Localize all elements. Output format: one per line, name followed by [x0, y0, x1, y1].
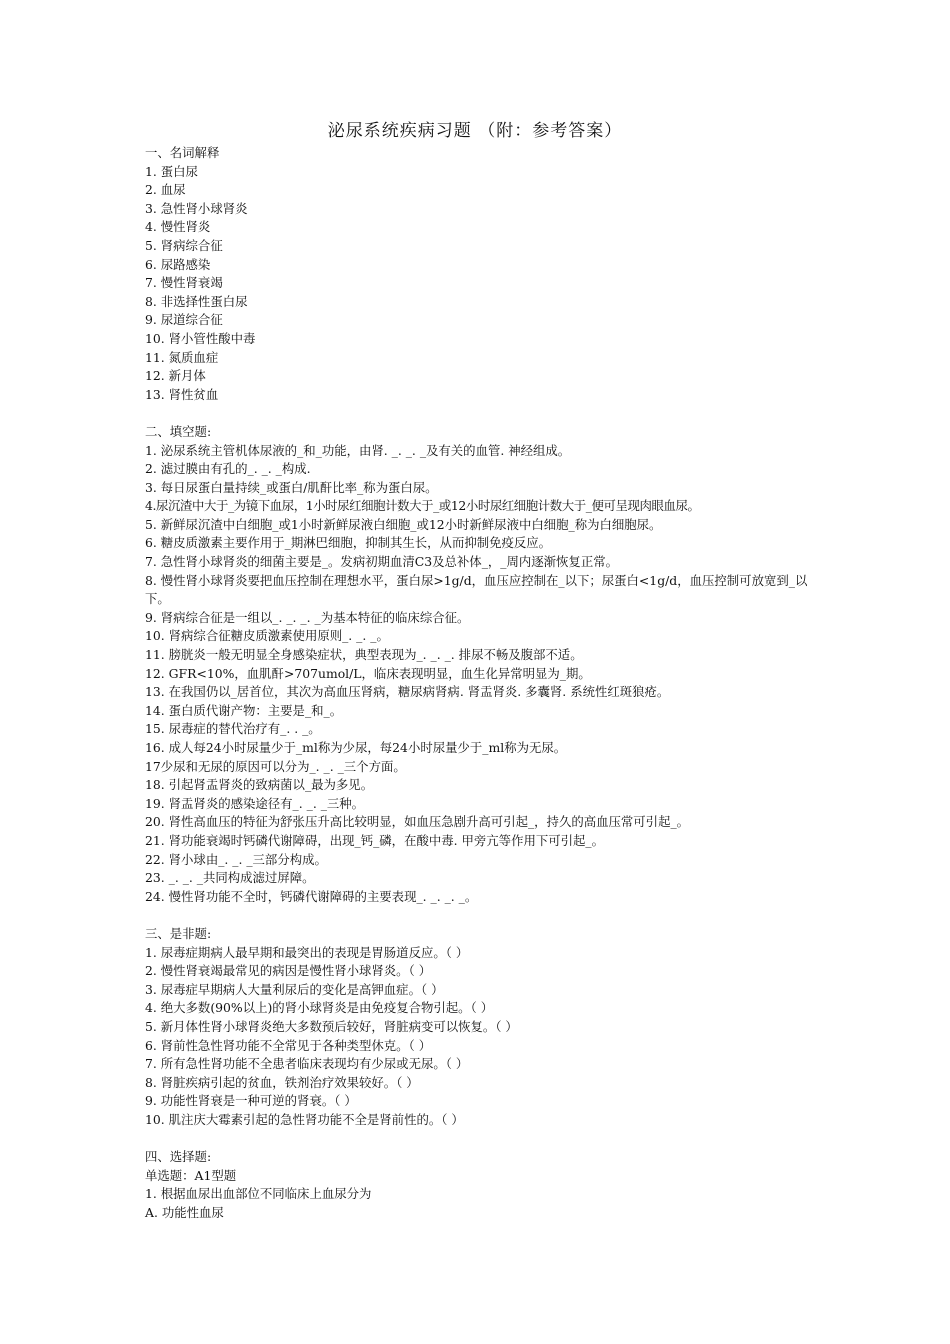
- spacer: [145, 906, 815, 925]
- list-item: 4. 慢性肾炎: [145, 219, 211, 235]
- list-item: 9. 肾病综合征是一组以_. _. _. _为基本特征的临床综合征。: [145, 609, 470, 625]
- section-true-false: [145, 925, 815, 1130]
- list-item: 4.尿沉渣中大于_为镜下血尿，1小时尿红细胞计数大于_或12小时尿红细胞计数大于_便可呈现肉眼血尿。: [145, 498, 700, 514]
- list-item: 10. 肌注庆大霉素引起的急性肾功能不全是肾前性的。（ ）: [145, 1111, 464, 1127]
- list-item: 1. 尿毒症期病人最早期和最突出的表现是胃肠道反应。（ ）: [145, 944, 469, 960]
- list-item: 13. 在我国仍以_居首位，其次为高血压肾病，糖尿病肾病. 肾盂肾炎. 多囊肾. 系统性红斑狼疮。: [145, 684, 670, 700]
- list-item: 13. 肾性贫血: [145, 386, 219, 402]
- section-definitions: [145, 144, 815, 404]
- section-fill-in: [145, 423, 815, 906]
- list-item: 6. 肾前性急性肾功能不全常见于各种类型休克。（ ）: [145, 1037, 432, 1053]
- list-item: 14. 蛋白质代谢产物：主要是_和_。: [145, 702, 343, 718]
- list-item: 11. 氮质血症: [145, 349, 219, 365]
- list-item: 8. 非选择性蛋白尿: [145, 293, 248, 309]
- section-heading: 二、填空题:: [145, 423, 212, 439]
- list-item: 3. 每日尿蛋白量持续_或蛋白/肌酐比率_称为蛋白尿。: [145, 479, 438, 495]
- spacer: [145, 1129, 815, 1148]
- list-item: 1. 泌尿系统主管机体尿液的_和_功能，由肾. _. _. _及有关的血管. 神经组成。: [145, 442, 571, 458]
- list-item: 15. 尿毒症的替代治疗有_. . _。: [145, 721, 321, 737]
- list-item: 2. 滤过膜由有孔的_. _. _构成.: [145, 461, 311, 477]
- list-item: 2. 慢性肾衰竭最常见的病因是慢性肾小球肾炎。（ ）: [145, 963, 432, 979]
- list-item: 8. 慢性肾小球肾炎要把血压控制在理想水平，蛋白尿>1g/d，血压应控制在_以下；尿蛋白<1g/d，血压控制可放宽到_以下。: [145, 572, 808, 607]
- list-item: 7. 急性肾小球肾炎的细菌主要是_。发病初期血清C3及总补体_，_周内逐渐恢复正常。: [145, 554, 618, 570]
- list-item: 8. 肾脏疾病引起的贫血，铁剂治疗效果较好。（ ）: [145, 1074, 419, 1090]
- list-item: 2. 血尿: [145, 182, 186, 198]
- list-item: 12. 新月体: [145, 368, 206, 384]
- list-item: 23. _. _. _共同构成滤过屏障。: [145, 870, 315, 886]
- question: 1. 根据血尿出血部位不同临床上血尿分为: [145, 1186, 372, 1202]
- list-item: 19. 肾盂肾炎的感染途径有_. _. _三种。: [145, 795, 365, 811]
- subheading: 单选题：A1型题: [145, 1167, 237, 1183]
- list-item: 3. 急性肾小球肾炎: [145, 200, 248, 216]
- list-item: 22. 肾小球由_. _. _三部分构成。: [145, 851, 327, 867]
- list-item: 1. 蛋白尿: [145, 163, 198, 179]
- section-multiple-choice: [145, 1148, 815, 1222]
- list-item: 24. 慢性肾功能不全时，钙磷代谢障碍的主要表现_. _. _. _。: [145, 888, 478, 904]
- list-item: 17少尿和无尿的原因可以分为_. _. _三个方面。: [145, 758, 406, 774]
- list-item: 21. 肾功能衰竭时钙磷代谢障碍，出现_钙_磷，在酸中毒. 甲旁亢等作用下可引起_。: [145, 832, 604, 848]
- list-item: 4. 绝大多数(90%以上)的肾小球肾炎是由免疫复合物引起。（ ）: [145, 1000, 494, 1016]
- page-title: 泌尿系统疾病习题 （附：参考答案）: [327, 121, 623, 141]
- list-item: 9. 尿道综合征: [145, 312, 223, 328]
- list-item: 12. GFR<10%，血肌酐>707umol/L，临床表现明显，血生化异常明显为_期。: [145, 665, 591, 681]
- list-item: 20. 肾性高血压的特征为舒张压升高比较明显，如血压急剧升高可引起_，持久的高血压常可引起_。: [145, 814, 690, 830]
- list-item: 6. 尿路感染: [145, 256, 211, 272]
- section-heading: 四、选择题:: [145, 1149, 212, 1165]
- document-body: [145, 144, 815, 1222]
- list-item: 9. 功能性肾衰是一种可逆的肾衰。（ ）: [145, 1093, 357, 1109]
- list-item: 10. 肾病综合征糖皮质激素使用原则_. _. _。: [145, 628, 389, 644]
- list-item: 3. 尿毒症早期病人大量利尿后的变化是高钾血症。（ ）: [145, 981, 444, 997]
- list-item: 11. 膀胱炎一般无明显全身感染症状，典型表现为_. _. _. 排尿不畅及腹部不适。: [145, 647, 583, 663]
- list-item: 7. 慢性肾衰竭: [145, 275, 223, 291]
- list-item: 5. 肾病综合征: [145, 237, 223, 253]
- list-item: 7. 所有急性肾功能不全患者临床表现均有少尿或无尿。（ ）: [145, 1056, 469, 1072]
- list-item: 6. 糖皮质激素主要作用于_期淋巴细胞，抑制其生长，从而抑制免疫反应。: [145, 535, 552, 551]
- section-heading: 三、是非题:: [145, 925, 212, 941]
- list-item: 5. 新月体性肾小球肾炎绝大多数预后较好，肾脏病变可以恢复。（ ）: [145, 1018, 518, 1034]
- list-item: 18. 引起肾盂肾炎的致病菌以_最为多见。: [145, 777, 374, 793]
- list-item: 10. 肾小管性酸中毒: [145, 330, 256, 346]
- answer-option: A. 功能性血尿: [145, 1204, 224, 1220]
- list-item: 16. 成人每24小时尿量少于_ml称为少尿，每24小时尿量少于_ml称为无尿。: [145, 740, 567, 755]
- spacer: [145, 404, 815, 423]
- section-heading: 一、名词解释: [145, 145, 220, 160]
- list-item: 5. 新鲜尿沉渣中白细胞_或1小时新鲜尿液白细胞_或12小时新鲜尿液中白细胞_称为白细胞尿。: [145, 516, 662, 532]
